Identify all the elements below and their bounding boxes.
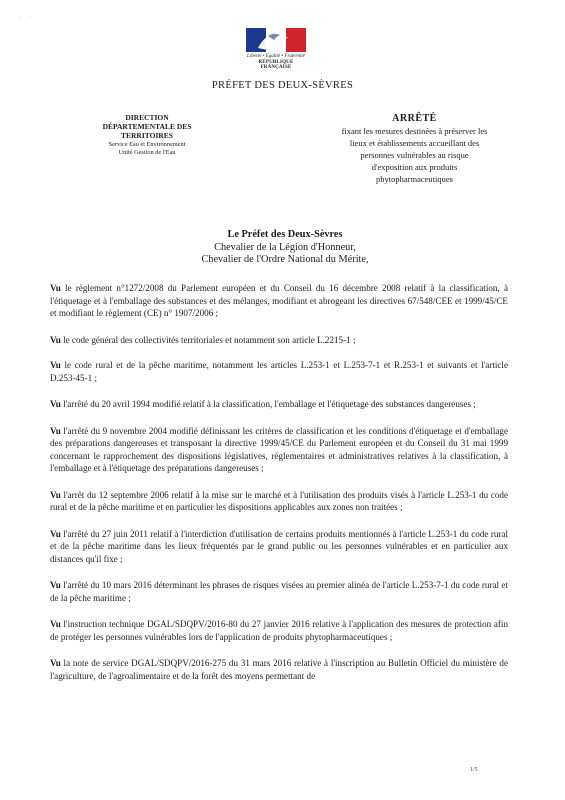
- honor-line: Chevalier de la Légion d'Honneur,: [214, 241, 356, 253]
- prefet-signatory-block: [180, 229, 390, 267]
- republic-motto: Liberté • Égalité • Fraternité: [247, 54, 305, 59]
- visa-paragraph: Vu le code général des collectivités territoriales et notamment son article L.2215-1 ;: [50, 334, 356, 345]
- subtitle-line: lieux et établissements accueillant des: [349, 138, 480, 148]
- subtitle-line: personnes vulnérables au risque: [360, 150, 469, 160]
- direction-block: [92, 113, 202, 140]
- direction-line: DÉPARTEMENTALE DES: [102, 122, 192, 131]
- subtitle-line: phytopharmaceutiques: [376, 174, 453, 184]
- direction-subunit: [92, 141, 202, 156]
- marianne-logo: [238, 26, 314, 78]
- arrete-subtitle: [322, 125, 507, 185]
- subtitle-line: d'exposition aux produits: [371, 162, 458, 172]
- visa-paragraph: Vu la note de service DGAL/SDQPV/2016-275 du 31 mars 2016 relative à l'inscription au Bulletin Officiel du ministère de l'agriculture, de l'agroalimentaire et de la forêt des moyens permettant de: [50, 658, 508, 681]
- visa-paragraph: Vu le règlement n°1272/2008 du Parlement européen et du Conseil du 16 décembre 2008 relatif à la classification, à l'étiquetage et à l'emballage des substances et des mélanges, modifiant et abrogeant les directives 67/548/CEE et 1999/45/CE et modifiant le règlement (CE) n° 1907/2006 ;: [50, 283, 508, 318]
- visa-paragraph: Vu le code rural et de la pêche maritime, notamment les articles L.253-1 et L.253-7-1 et R.253-1 et suivants et l'article D.253-45-1 ;: [50, 360, 508, 383]
- corner-mark: · ·: [18, 14, 34, 22]
- service-line: Service Eau et Environnement: [108, 141, 186, 148]
- subtitle-line: fixant les mesures destinées à préserver les: [341, 126, 488, 136]
- visa-paragraph: Vu l'instruction technique DGAL/SDQPV/2016-80 du 27 janvier 2016 relative à l'application des mesures de protection afin de protéger les personnes vulnérables lors de l'application de produits phytopharmaceutiques ;: [50, 619, 508, 642]
- direction-line: DIRECTION: [125, 113, 169, 122]
- visa-paragraph: Vu l'arrêté du 10 mars 2016 déterminant les phrases de risques visées au premier alinéa de l'article L.253-7-1 du code rural et de la pêche maritime ;: [50, 580, 508, 603]
- honor-line: Chevalier de l'Ordre National du Mérite,: [201, 254, 369, 266]
- republic-name: RÉPUBLIQUE FRANÇAISE: [258, 60, 294, 70]
- prefecture-title: PRÉFET DES DEUX-SÈVRES: [211, 80, 354, 91]
- visa-paragraph: Vu l'arrêté du 9 novembre 2004 modifié définissant les critères de classification et les conditions d'étiquetage et d'emballage des préparations dangereuses et transposant la directive 1999/45/CE du Parlement européen et du Conseil du 31 mai 1999 concernant le rapprochement des dispositions législatives, réglementaires et administratives relatives à la classification, à l'emballage et à l'étiquetage des préparations dangereuses ;: [50, 425, 508, 473]
- visa-paragraph: Vu l'arrêté du 20 avril 1994 modifié relatif à la classification, l'emballage et l'étiquetage des substances dangereuses ;: [50, 399, 476, 409]
- page-number: 1/5: [470, 767, 478, 773]
- direction-line: TERRITOIRES: [121, 131, 173, 140]
- visa-paragraph: Vu l'arrêté du 27 juin 2011 relatif à l'interdiction d'utilisation de certains produits mentionnés à l'article L.253-1 du code rural et de la pêche maritime dans les lieux fréquentés par le grand public ou les personnes vulnérables et en particulier aux distances qu'il fixe ;: [50, 528, 508, 564]
- arrete-title: ARRÊTÉ: [392, 113, 437, 124]
- document-body: [50, 282, 508, 682]
- prefet-name: Le Préfet des Deux-Sèvres: [227, 229, 343, 240]
- service-line: Unité Gestion de l'Eau: [118, 148, 176, 156]
- visa-paragraph: Vu l'arrêt du 12 septembre 2006 relatif à la mise sur le marché et à l'utilisation des produits visés à l'article L.253-1 du code rural et de la pêche maritime et en particulier les dispositions applicables aux zones non traitées ;: [50, 489, 508, 512]
